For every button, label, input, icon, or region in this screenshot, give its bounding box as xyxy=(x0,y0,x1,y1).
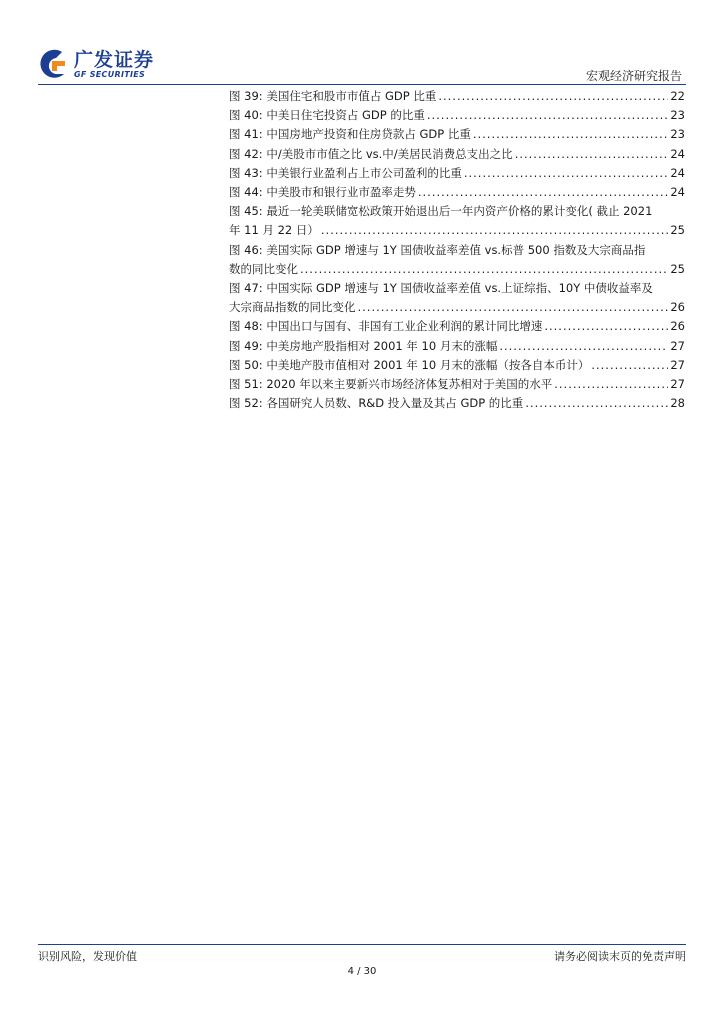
toc-entry[interactable] xyxy=(229,375,685,394)
dot-leader xyxy=(554,375,668,394)
toc-entry-page: 28 xyxy=(670,396,685,411)
header-divider xyxy=(38,84,686,85)
dot-leader xyxy=(464,164,669,183)
dot-leader xyxy=(300,260,668,279)
toc-entry-label: 图 49: 中美房地产股指相对 2001 年 10 月末的涨幅 xyxy=(229,338,498,353)
toc-entry[interactable] xyxy=(229,337,685,356)
toc-entry-page: 27 xyxy=(670,377,685,392)
toc-entry-label: 图 50: 中美地产股市值相对 2001 年 10 月末的涨幅（按各自本币计） xyxy=(229,357,590,372)
dot-leader xyxy=(544,317,668,336)
page-number: 4 / 30 xyxy=(347,966,377,977)
toc-entry-page: 26 xyxy=(670,319,685,334)
gf-securities-logo xyxy=(38,48,154,82)
footer-disclaimer-note: 请务必阅读末页的免责声明 xyxy=(554,950,686,963)
toc-entry-page: 27 xyxy=(670,357,685,372)
toc-entry-label: 图 39: 美国住宅和股市市值占 GDP 比重 xyxy=(229,89,437,103)
toc-entry-label: 图 52: 各国研究人员数、R&D 投入量及其占 GDP 的比重 xyxy=(229,396,524,411)
toc-entry-page: 24 xyxy=(670,165,685,180)
toc-entry-label: 图 41: 中国房地产投资和住房贷款占 GDP 比重 xyxy=(229,127,471,142)
toc-entry-page: 25 xyxy=(670,261,685,276)
toc-entry-label-line1: 图 45: 最近一轮美联储宽松政策开始退出后一年内资产价格的累计变化( 截止 2021 xyxy=(229,204,653,219)
toc-entry-page: 22 xyxy=(670,89,685,103)
toc-entry[interactable] xyxy=(229,279,685,317)
toc-entry-label: 图 44: 中美股市和银行业市盈率走势 xyxy=(229,185,416,200)
toc-entry-label-line1: 图 46: 美国实际 GDP 增速与 1Y 国债收益率差值 vs.标普 500 指数及大宗商品指 xyxy=(229,242,646,257)
dot-leader xyxy=(321,221,668,240)
toc-entry[interactable] xyxy=(229,164,685,183)
toc-entry-label: 图 48: 中国出口与国有、非国有工业企业利润的累计同比增速 xyxy=(229,319,543,334)
toc-entry-label: 图 43: 中美银行业盈利占上市公司盈利的比重 xyxy=(229,165,462,180)
toc-entry-page: 23 xyxy=(670,108,685,123)
toc-entry-page: 25 xyxy=(670,223,685,238)
toc-entry[interactable] xyxy=(229,106,685,125)
toc-entry-label-line2: 大宗商品指数的同比变化 xyxy=(229,300,356,315)
toc-entry[interactable] xyxy=(229,202,685,240)
toc-entry[interactable] xyxy=(229,356,685,375)
figure-list xyxy=(229,87,685,413)
toc-entry[interactable] xyxy=(229,125,685,144)
dot-leader xyxy=(427,106,669,125)
toc-entry-label-line1: 图 47: 中国实际 GDP 增速与 1Y 国债收益率差值 vs.上证综指、10Y 中债收益率及 xyxy=(229,281,653,296)
dot-leader xyxy=(358,298,669,317)
dot-leader xyxy=(515,145,669,164)
toc-entry[interactable] xyxy=(229,317,685,336)
dot-leader xyxy=(473,125,669,144)
footer-slogan: 识别风险，发现价值 xyxy=(38,950,137,963)
report-type: 宏观经济研究报告 xyxy=(585,69,682,83)
toc-entry-page: 26 xyxy=(670,300,685,315)
toc-entry-label-line2: 数的同比变化 xyxy=(229,261,298,276)
toc-entry[interactable] xyxy=(229,145,685,164)
toc-entry-label: 图 40: 中美日住宅投资占 GDP 的比重 xyxy=(229,108,425,123)
dot-leader xyxy=(418,183,669,202)
toc-entry-page: 24 xyxy=(670,146,685,161)
gf-logo-mark-icon xyxy=(38,49,68,81)
toc-entry-label: 图 42: 中/美股市市值之比 vs.中/美居民消费总支出之比 xyxy=(229,146,513,161)
toc-entry-label-line2: 年 11 月 22 日） xyxy=(229,223,319,238)
toc-entry[interactable] xyxy=(229,87,685,106)
dot-leader xyxy=(499,337,668,356)
toc-entry-page: 27 xyxy=(670,338,685,353)
logo-chinese-name: 广发证券 xyxy=(74,49,155,71)
logo-english-name: GF SECURITIES xyxy=(74,70,146,79)
dot-leader xyxy=(438,87,668,106)
toc-entry-label: 图 51: 2020 年以来主要新兴市场经济体复苏相对于美国的水平 xyxy=(229,377,553,392)
toc-entry[interactable] xyxy=(229,183,685,202)
dot-leader xyxy=(591,356,668,375)
footer-divider xyxy=(38,944,686,945)
dot-leader xyxy=(525,394,668,413)
toc-entry-page: 23 xyxy=(670,127,685,142)
toc-entry-page: 24 xyxy=(670,185,685,200)
toc-entry[interactable] xyxy=(229,241,685,279)
toc-entry[interactable] xyxy=(229,394,685,413)
